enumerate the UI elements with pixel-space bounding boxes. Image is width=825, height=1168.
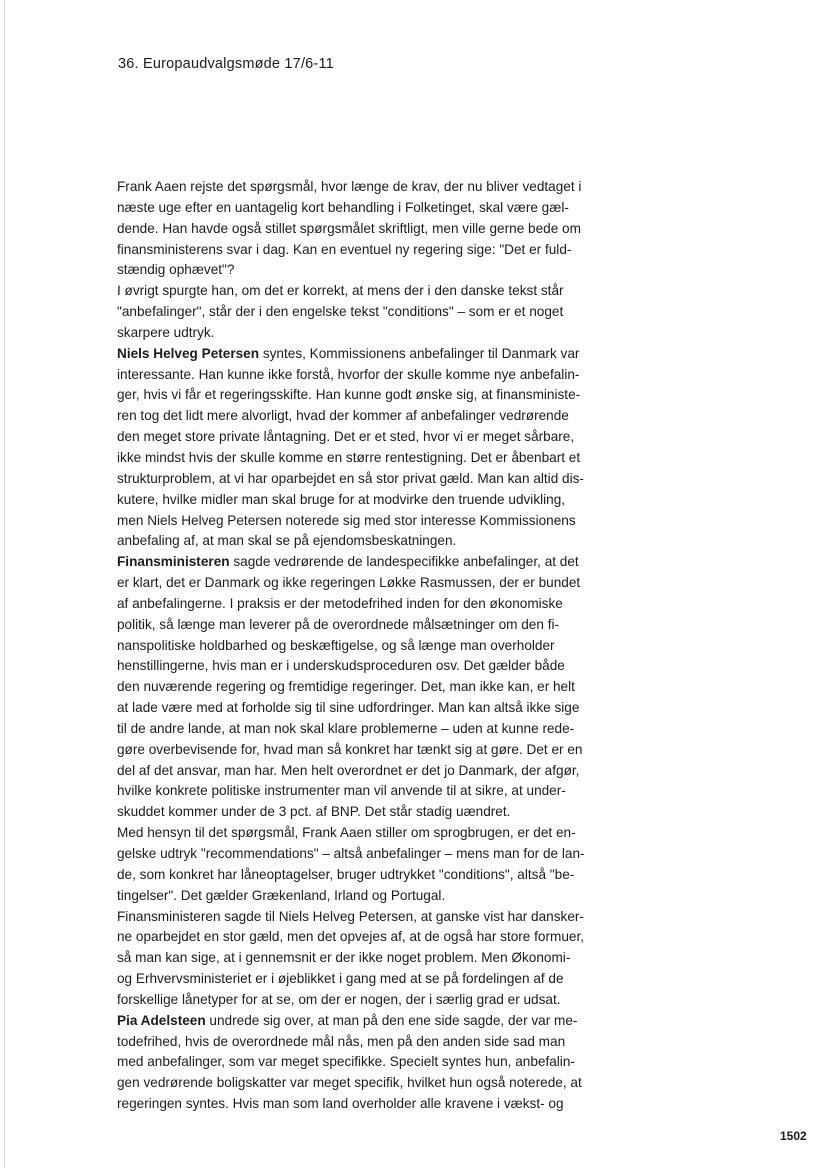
line-text: gen vedrørende boligskatter var meget specifik, hvilket hun også noterede, at (117, 1075, 582, 1091)
line-text: ikke mindst hvis der skulle komme en større rentestigning. Det er åbenbart et (117, 449, 581, 465)
line-text: men Niels Helveg Petersen noterede sig med stor interesse Kommissionens (117, 512, 576, 528)
line-text: den nuværende regering og fremtidige regeringer. Det, man ikke kan, er helt (117, 679, 575, 695)
line-text: af anbefalingerne. I praksis er der metodefrihed inden for den økonomiske (117, 595, 563, 611)
line-text: Frank Aaen rejste det spørgsmål, hvor længe de krav, der nu bliver vedtaget i (117, 179, 582, 194)
text-line (117, 573, 617, 594)
line-text: ne oparbejdet en stor gæld, men det opvejes af, at de også har store formuer, (117, 929, 584, 945)
line-text: Med hensyn til det spørgsmål, Frank Aaen stiller om sprogbrugen, er det en- (117, 825, 576, 841)
line-text: "anbefalinger", står der i den engelske tekst "conditions" – som er et noget (117, 304, 564, 320)
line-text: del af det ansvar, man har. Men helt overordnet er det jo Danmark, der afgør, (117, 762, 580, 778)
text-line (117, 281, 617, 302)
text-line (117, 677, 617, 698)
text-line (117, 198, 617, 219)
line-text: gelske udtryk "recommendations" – altså anbefalinger – mens man for de lan- (117, 846, 585, 861)
line-text: hvilke konkrete politiske instrumenter man vil anvende til at sikre, at under- (117, 783, 566, 799)
line-text: stændig ophævet"? (117, 262, 235, 278)
text-line (117, 365, 617, 386)
line-text: finansministerens svar i dag. Kan en eventuel ny regering sige: "Det er fuld- (117, 241, 572, 257)
page-number: 1502 (780, 1129, 807, 1143)
text-line (117, 719, 617, 740)
line-text: gøre overbevisende for, hvad man så konkret har tænkt sig at gøre. Det er en (117, 741, 583, 757)
line-text: til de andre lande, at man nok skal klare problemerne – uden at kunne rede- (117, 720, 575, 736)
text-line (117, 260, 617, 281)
line-text: de, som konkret har låneoptagelser, bruger udtrykket "conditions", altså "be- (117, 866, 575, 882)
text-line (117, 219, 617, 240)
line-text: så man kan sige, at i gennemsnit er der ikke noget problem. Men Økonomi- (117, 950, 571, 966)
text-line (117, 844, 617, 865)
line-text: skarpere udtryk. (117, 324, 215, 340)
text-line (117, 302, 617, 323)
line-text: henstillingerne, hvis man er i underskudsproceduren osv. Det gælder både (117, 658, 565, 674)
line-text: og Erhvervsministeriet er i øjeblikket i gang med at se på fordelingen af de (117, 971, 564, 987)
text-line (117, 427, 617, 448)
text-line (117, 781, 617, 802)
text-line (117, 615, 617, 636)
line-text: ren tog det lidt mere alvorligt, hvad der kommer af anbefalinger vedrørende (117, 408, 569, 424)
line-text: er klart, det er Danmark og ikke regeringen Løkke Rasmussen, der er bundet (117, 575, 581, 591)
text-line (117, 761, 617, 782)
text-line (117, 552, 617, 573)
text-line (117, 823, 617, 844)
line-text: den meget store private låntagning. Det er et sted, hvor vi er meget sårbare, (117, 429, 575, 445)
text-line (117, 1073, 617, 1094)
text-line (117, 1094, 617, 1115)
text-line (117, 344, 617, 365)
line-text: dende. Han havde også stillet spørgsmålet skriftligt, men ville gerne bede om (117, 220, 581, 236)
line-text: syntes, Kommissionens anbefalinger til Danmark var (259, 345, 580, 361)
transcript-body (117, 177, 617, 1115)
line-text: todefrihed, hvis de overordnede mål nås, men på den anden side sad man (117, 1033, 566, 1049)
line-text: at lade være med at forholde sig til sine udfordringer. Man kan altså ikke sige (117, 700, 580, 716)
text-line (117, 698, 617, 719)
text-line (117, 594, 617, 615)
text-line (117, 469, 617, 490)
line-text: tingelser". Det gælder Grækenland, Irland og Portugal. (117, 887, 446, 903)
line-text: skuddet kommer under de 3 pct. af BNP. Det står stadig uændret. (117, 804, 511, 820)
text-line (117, 740, 617, 761)
text-line (117, 1011, 617, 1032)
line-text: interessante. Han kunne ikke forstå, hvorfor der skulle komme nye anbefalin- (117, 366, 580, 382)
speaker-name: Finansministeren (117, 554, 230, 570)
page-edge-line (4, 0, 5, 1168)
line-text: sagde vedrørende de landespecifikke anbefalinger, at det (229, 554, 579, 570)
text-line (117, 948, 617, 969)
speaker-name: Pia Adelsteen (117, 1012, 206, 1028)
text-line (117, 511, 617, 532)
text-line (117, 886, 617, 907)
text-line (117, 406, 617, 427)
text-line (117, 802, 617, 823)
text-line (117, 531, 617, 552)
text-line (117, 636, 617, 657)
text-line (117, 323, 617, 344)
line-text: kutere, hvilke midler man skal bruge for at modvirke den truende udvikling, (117, 491, 566, 507)
meeting-header: 36. Europaudvalgsmøde 17/6-11 (118, 56, 334, 72)
text-line (117, 990, 617, 1011)
text-line (117, 448, 617, 469)
text-line (117, 240, 617, 261)
line-text: I øvrigt spurgte han, om det er korrekt, at mens der i den danske tekst står (117, 283, 564, 299)
line-text: Finansministeren sagde til Niels Helveg Petersen, at ganske vist har dansker- (117, 908, 584, 924)
text-line (117, 1032, 617, 1053)
line-text: anbefaling af, at man skal se på ejendomsbeskatningen. (117, 533, 457, 549)
text-line (117, 865, 617, 886)
text-line (117, 656, 617, 677)
text-line (117, 490, 617, 511)
text-line (117, 1052, 617, 1073)
line-text: strukturproblem, at vi har oparbejdet en så stor privat gæld. Man kan altid dis- (117, 470, 584, 486)
speaker-name: Niels Helveg Petersen (117, 345, 260, 361)
line-text: politik, så længe man leverer på de overordnede målsætninger om den fi- (117, 616, 560, 632)
line-text: regeringen syntes. Hvis man som land overholder alle kravene i vækst- og (117, 1096, 564, 1112)
text-line (117, 969, 617, 990)
text-line (117, 385, 617, 406)
line-text: forskellige lånetyper for at se, om der er nogen, der i særlig grad er udsat. (117, 991, 561, 1007)
line-text: næste uge efter en uantagelig kort behandling i Folketinget, skal være gæl- (117, 199, 569, 215)
line-text: undrede sig over, at man på den ene side sagde, der var me- (205, 1012, 578, 1028)
line-text: med anbefalinger, som var meget specifikke. Specielt syntes hun, anbefalin- (117, 1054, 575, 1070)
line-text: ger, hvis vi får et regeringsskifte. Han kunne godt ønske sig, at finansministe- (117, 387, 581, 403)
text-line (117, 907, 617, 928)
text-line (117, 177, 617, 198)
text-line (117, 927, 617, 948)
line-text: nanspolitiske holdbarhed og beskæftigelse, og så længe man overholder (117, 637, 555, 653)
